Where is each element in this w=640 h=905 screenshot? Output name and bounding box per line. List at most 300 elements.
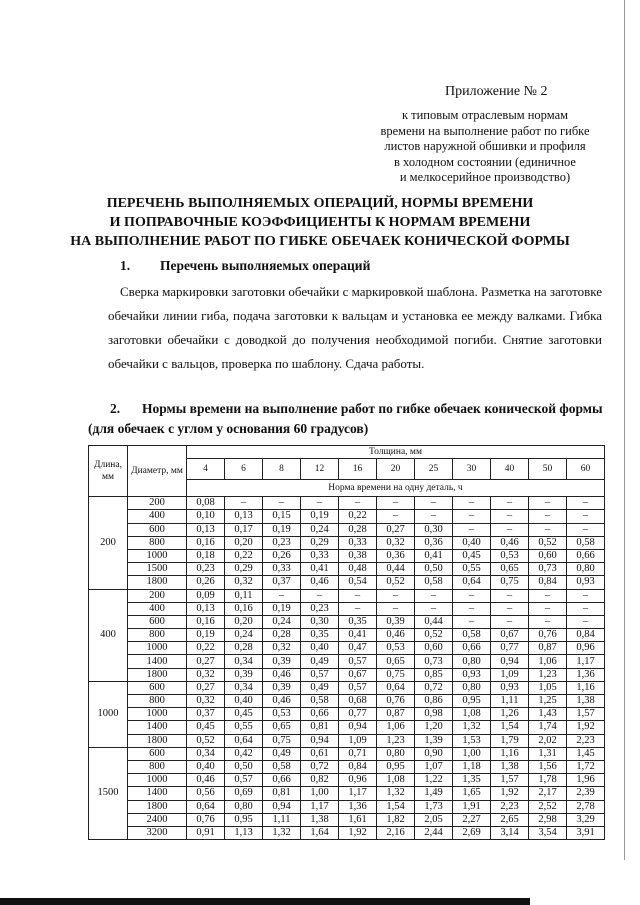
value-cell: 0,77 xyxy=(491,642,529,655)
value-cell: 0,95 xyxy=(225,813,263,826)
value-cell: 3,29 xyxy=(567,813,605,826)
value-cell: 0,48 xyxy=(339,563,377,576)
title-line: ПЕРЕЧЕНЬ ВЫПОЛНЯЕМЫХ ОПЕРАЦИЙ, НОРМЫ ВРЕМЕНИ xyxy=(106,196,534,211)
value-cell: 0,55 xyxy=(225,721,263,734)
value-cell: 0,64 xyxy=(187,800,225,813)
value-cell: 1,36 xyxy=(567,668,605,681)
value-cell: 0,46 xyxy=(187,774,225,787)
section-title: Перечень выполняемых операций xyxy=(160,258,371,273)
value-cell: 1,36 xyxy=(339,800,377,813)
value-cell: 0,87 xyxy=(529,642,567,655)
value-cell: 1,49 xyxy=(415,787,453,800)
value-cell: 1,91 xyxy=(453,800,491,813)
value-cell: 0,22 xyxy=(225,549,263,562)
value-cell: – xyxy=(377,510,415,523)
value-cell: 1,18 xyxy=(453,760,491,773)
value-cell: 0,23 xyxy=(263,536,301,549)
value-cell: 0,30 xyxy=(301,615,339,628)
value-cell: – xyxy=(529,523,567,536)
value-cell: 0,52 xyxy=(529,536,567,549)
value-cell: – xyxy=(263,589,301,602)
value-cell: – xyxy=(529,497,567,510)
value-cell: 0,39 xyxy=(377,615,415,628)
value-cell: 0,80 xyxy=(453,681,491,694)
value-cell: 0,23 xyxy=(301,602,339,615)
value-cell: 0,34 xyxy=(225,681,263,694)
value-cell: 0,49 xyxy=(263,747,301,760)
value-cell: 0,20 xyxy=(225,615,263,628)
value-cell: 1,32 xyxy=(263,826,301,839)
table-row xyxy=(89,787,605,800)
value-cell: 0,28 xyxy=(263,629,301,642)
value-cell: 0,32 xyxy=(377,536,415,549)
thickness-cell: 16 xyxy=(339,459,377,480)
value-cell: – xyxy=(339,602,377,615)
value-cell: 0,10 xyxy=(187,510,225,523)
thickness-cell: 40 xyxy=(491,459,529,480)
value-cell: 0,94 xyxy=(263,800,301,813)
value-cell: 0,13 xyxy=(225,510,263,523)
value-cell: 2,23 xyxy=(491,800,529,813)
value-cell: 0,65 xyxy=(491,563,529,576)
value-cell: 0,55 xyxy=(453,563,491,576)
diameter-cell: 1400 xyxy=(128,655,187,668)
value-cell: – xyxy=(377,602,415,615)
value-cell: – xyxy=(567,589,605,602)
value-cell: 0,80 xyxy=(225,800,263,813)
value-cell: 0,11 xyxy=(225,589,263,602)
value-cell: 0,32 xyxy=(187,695,225,708)
value-cell: – xyxy=(567,602,605,615)
value-cell: 0,80 xyxy=(567,563,605,576)
value-cell: – xyxy=(453,523,491,536)
value-cell: – xyxy=(453,497,491,510)
value-cell: 1,54 xyxy=(377,800,415,813)
value-cell: 0,40 xyxy=(453,536,491,549)
diameter-cell: 800 xyxy=(128,695,187,708)
value-cell: 2,69 xyxy=(453,826,491,839)
reference-line: листов наружной обшивки и профиля xyxy=(384,139,586,153)
value-cell: 1,56 xyxy=(529,760,567,773)
value-cell: 0,64 xyxy=(225,734,263,747)
diameter-cell: 1800 xyxy=(128,800,187,813)
operations-paragraph: Сверка маркировки заготовки обечайки с маркировкой шаблона. Разметка на заготовке обечайки линии гиба, подача заготовки к вальцам и установка ее между валками. Гибка заготовки обечайки с доводкой до получения необходимой погиби. Снятие заготовки обечайки с вальцов, проверка по шаблону. Сдача работы. xyxy=(108,284,602,371)
value-cell: 0,45 xyxy=(187,721,225,734)
diameter-cell: 1000 xyxy=(128,642,187,655)
table-row xyxy=(89,576,605,589)
thickness-cell: 50 xyxy=(529,459,567,480)
diameter-cell: 2400 xyxy=(128,813,187,826)
table-row xyxy=(89,668,605,681)
value-cell: 1,00 xyxy=(453,747,491,760)
value-cell: 1,96 xyxy=(567,774,605,787)
value-cell: 0,58 xyxy=(301,695,339,708)
length-cell: 1000 xyxy=(89,681,128,747)
diameter-cell: 800 xyxy=(128,536,187,549)
thickness-cell: 25 xyxy=(415,459,453,480)
value-cell: – xyxy=(491,523,529,536)
value-cell: 0,33 xyxy=(301,549,339,562)
value-cell: 0,19 xyxy=(301,510,339,523)
value-cell: 0,76 xyxy=(529,629,567,642)
table-row xyxy=(89,760,605,773)
value-cell: 0,28 xyxy=(225,642,263,655)
value-cell: 0,36 xyxy=(377,549,415,562)
table-row xyxy=(89,510,605,523)
value-cell: 0,60 xyxy=(529,549,567,562)
value-cell: 0,08 xyxy=(187,497,225,510)
value-cell: 1,65 xyxy=(453,787,491,800)
value-cell: 0,75 xyxy=(491,576,529,589)
value-cell: 0,41 xyxy=(339,629,377,642)
table-row xyxy=(89,708,605,721)
value-cell: 1,38 xyxy=(301,813,339,826)
value-cell: – xyxy=(301,589,339,602)
value-cell: 0,40 xyxy=(301,642,339,655)
value-cell: – xyxy=(339,497,377,510)
reference-line: в холодном состоянии (единичное xyxy=(394,154,576,169)
value-cell: 0,13 xyxy=(187,602,225,615)
value-cell: – xyxy=(567,615,605,628)
value-cell: 0,58 xyxy=(415,576,453,589)
diameter-cell: 1000 xyxy=(128,549,187,562)
table-row xyxy=(89,774,605,787)
value-cell: 0,80 xyxy=(453,655,491,668)
value-cell: 0,61 xyxy=(301,747,339,760)
diameter-cell: 400 xyxy=(128,602,187,615)
value-cell: 0,87 xyxy=(377,708,415,721)
value-cell: 0,77 xyxy=(339,708,377,721)
reference-line: и мелкосерийное производство) xyxy=(399,170,571,184)
time-norms-table xyxy=(88,445,605,840)
value-cell: 0,32 xyxy=(263,642,301,655)
thickness-header: Толщина, мм xyxy=(187,446,605,459)
table-row xyxy=(89,721,605,734)
value-cell: 0,54 xyxy=(339,576,377,589)
value-cell: 0,67 xyxy=(491,629,529,642)
value-cell: 0,93 xyxy=(453,668,491,681)
value-cell: 0,30 xyxy=(415,523,453,536)
value-cell: – xyxy=(529,615,567,628)
value-cell: 0,46 xyxy=(377,629,415,642)
value-cell: 1,17 xyxy=(567,655,605,668)
reference-line: к типовым отраслевым нормам xyxy=(401,108,569,122)
section-title: Нормы времени на выполнение работ по гибке обечаек конической формы xyxy=(142,401,603,416)
value-cell: 1,54 xyxy=(491,721,529,734)
value-cell: 0,49 xyxy=(301,655,339,668)
value-cell: – xyxy=(529,510,567,523)
value-cell: 1,92 xyxy=(491,787,529,800)
value-cell: 0,53 xyxy=(377,642,415,655)
value-cell: 1,23 xyxy=(529,668,567,681)
value-cell: 0,66 xyxy=(453,642,491,655)
value-cell: 0,60 xyxy=(415,642,453,655)
value-cell: 1,43 xyxy=(529,708,567,721)
table-row xyxy=(89,734,605,747)
value-cell: – xyxy=(453,615,491,628)
diameter-cell: 800 xyxy=(128,760,187,773)
value-cell: 1,06 xyxy=(377,721,415,734)
value-cell: 2,65 xyxy=(491,813,529,826)
value-cell: 0,84 xyxy=(567,629,605,642)
section-2-subtitle: (для обечаек с углом у основания 60 градусов) xyxy=(88,421,369,436)
value-cell: 0,95 xyxy=(377,760,415,773)
thickness-cell: 12 xyxy=(301,459,339,480)
value-cell: 0,68 xyxy=(339,695,377,708)
value-cell: – xyxy=(225,497,263,510)
table-row xyxy=(89,615,605,628)
value-cell: 1,07 xyxy=(415,760,453,773)
diameter-cell: 800 xyxy=(128,629,187,642)
value-cell: 0,98 xyxy=(415,708,453,721)
value-cell: – xyxy=(301,497,339,510)
table-row xyxy=(89,813,605,826)
value-cell: 0,96 xyxy=(339,774,377,787)
value-cell: 0,47 xyxy=(339,642,377,655)
value-cell: 0,71 xyxy=(339,747,377,760)
value-cell: 0,52 xyxy=(377,576,415,589)
value-cell: 0,95 xyxy=(453,695,491,708)
value-cell: 3,91 xyxy=(567,826,605,839)
value-cell: 0,52 xyxy=(415,629,453,642)
value-cell: – xyxy=(415,510,453,523)
value-cell: 0,81 xyxy=(301,721,339,734)
diameter-cell: 1400 xyxy=(128,721,187,734)
value-cell: 1,17 xyxy=(339,787,377,800)
value-cell: 0,40 xyxy=(187,760,225,773)
value-cell: 0,65 xyxy=(263,721,301,734)
value-cell: 0,13 xyxy=(187,523,225,536)
value-cell: – xyxy=(377,497,415,510)
value-cell: 0,94 xyxy=(301,734,339,747)
value-cell: 0,34 xyxy=(187,747,225,760)
value-cell: 1,79 xyxy=(491,734,529,747)
value-cell: 0,33 xyxy=(339,536,377,549)
value-cell: – xyxy=(529,589,567,602)
value-cell: 0,29 xyxy=(225,563,263,576)
value-cell: – xyxy=(491,602,529,615)
diameter-cell: 1800 xyxy=(128,668,187,681)
value-cell: – xyxy=(415,589,453,602)
value-cell: 1,09 xyxy=(491,668,529,681)
value-cell: – xyxy=(415,497,453,510)
appendix-reference xyxy=(350,108,620,186)
value-cell: 0,39 xyxy=(263,681,301,694)
value-cell: 0,41 xyxy=(415,549,453,562)
value-cell: – xyxy=(491,589,529,602)
value-cell: 0,58 xyxy=(453,629,491,642)
value-cell: 1,16 xyxy=(491,747,529,760)
value-cell: 1,92 xyxy=(567,721,605,734)
value-cell: 1,25 xyxy=(529,695,567,708)
value-cell: 0,52 xyxy=(187,734,225,747)
value-cell: – xyxy=(567,510,605,523)
value-cell: 0,45 xyxy=(453,549,491,562)
length-cell: 200 xyxy=(89,497,128,589)
value-cell: 3,54 xyxy=(529,826,567,839)
value-cell: 0,84 xyxy=(529,576,567,589)
value-cell: 2,52 xyxy=(529,800,567,813)
diameter-cell: 600 xyxy=(128,523,187,536)
value-cell: 0,66 xyxy=(263,774,301,787)
value-cell: 0,27 xyxy=(187,681,225,694)
section-number: 1. xyxy=(120,258,131,273)
value-cell: 0,16 xyxy=(187,615,225,628)
table-row xyxy=(89,747,605,760)
value-cell: 0,69 xyxy=(225,787,263,800)
value-cell: 0,33 xyxy=(263,563,301,576)
table-row xyxy=(89,523,605,536)
value-cell: 2,23 xyxy=(567,734,605,747)
value-cell: 0,81 xyxy=(263,787,301,800)
value-cell: 0,37 xyxy=(187,708,225,721)
value-cell: 0,46 xyxy=(301,576,339,589)
value-cell: 1,64 xyxy=(301,826,339,839)
value-cell: 1,39 xyxy=(415,734,453,747)
value-cell: 0,42 xyxy=(225,747,263,760)
value-cell: 0,90 xyxy=(415,747,453,760)
value-cell: 0,27 xyxy=(377,523,415,536)
thickness-cell: 8 xyxy=(263,459,301,480)
value-cell: 0,56 xyxy=(187,787,225,800)
value-cell: 0,67 xyxy=(339,668,377,681)
value-cell: 1,23 xyxy=(377,734,415,747)
section-1-heading xyxy=(120,257,370,274)
value-cell: 0,23 xyxy=(187,563,225,576)
value-cell: 1,35 xyxy=(453,774,491,787)
value-cell: 1,17 xyxy=(301,800,339,813)
diameter-cell: 600 xyxy=(128,681,187,694)
diameter-cell: 200 xyxy=(128,589,187,602)
thickness-cell: 6 xyxy=(225,459,263,480)
diameter-cell: 1500 xyxy=(128,563,187,576)
table-row xyxy=(89,681,605,694)
value-cell: 0,19 xyxy=(263,523,301,536)
value-cell: 0,27 xyxy=(187,655,225,668)
value-cell: 0,39 xyxy=(263,655,301,668)
diameter-cell: 400 xyxy=(128,510,187,523)
value-cell: 0,94 xyxy=(491,655,529,668)
table-row xyxy=(89,536,605,549)
value-cell: 0,58 xyxy=(567,536,605,549)
value-cell: 1,38 xyxy=(567,695,605,708)
value-cell: 0,28 xyxy=(339,523,377,536)
reference-line: времени на выполнение работ по гибке xyxy=(380,123,590,138)
value-cell: 1,53 xyxy=(453,734,491,747)
value-cell: 2,17 xyxy=(529,787,567,800)
value-cell: 2,16 xyxy=(377,826,415,839)
value-cell: 0,15 xyxy=(263,510,301,523)
value-cell: 0,24 xyxy=(263,615,301,628)
document-title xyxy=(20,194,620,251)
value-cell: 0,64 xyxy=(377,681,415,694)
value-cell: 0,18 xyxy=(187,549,225,562)
value-cell: 0,50 xyxy=(415,563,453,576)
value-cell: 0,20 xyxy=(225,536,263,549)
value-cell: 0,57 xyxy=(339,681,377,694)
value-cell: 2,39 xyxy=(567,787,605,800)
value-cell: 1,16 xyxy=(567,681,605,694)
table-row xyxy=(89,695,605,708)
column-header-diameter: Диаметр, мм xyxy=(128,446,187,497)
value-cell: 0,32 xyxy=(187,668,225,681)
table-row xyxy=(89,655,605,668)
value-cell: 0,49 xyxy=(301,681,339,694)
diameter-cell: 1000 xyxy=(128,774,187,787)
value-cell: 0,22 xyxy=(339,510,377,523)
value-cell: 0,75 xyxy=(263,734,301,747)
value-cell: 0,86 xyxy=(415,695,453,708)
value-cell: 1,61 xyxy=(339,813,377,826)
diameter-cell: 200 xyxy=(128,497,187,510)
value-cell: 2,78 xyxy=(567,800,605,813)
value-cell: 0,57 xyxy=(301,668,339,681)
value-cell: – xyxy=(567,523,605,536)
value-cell: 0,72 xyxy=(415,681,453,694)
value-cell: 0,46 xyxy=(263,668,301,681)
value-cell: – xyxy=(529,602,567,615)
title-line: И ПОПРАВОЧНЫЕ КОЭФФИЦИЕНТЫ К НОРМАМ ВРЕМЕНИ xyxy=(109,215,531,230)
value-cell: – xyxy=(263,497,301,510)
value-cell: 0,44 xyxy=(415,615,453,628)
value-cell: 1,32 xyxy=(377,787,415,800)
table-row xyxy=(89,563,605,576)
value-cell: – xyxy=(453,510,491,523)
diameter-cell: 1800 xyxy=(128,734,187,747)
value-cell: 0,53 xyxy=(263,708,301,721)
value-cell: 0,35 xyxy=(339,615,377,628)
value-cell: 0,24 xyxy=(301,523,339,536)
value-cell: 0,35 xyxy=(301,629,339,642)
value-cell: 2,05 xyxy=(415,813,453,826)
value-cell: 0,93 xyxy=(491,681,529,694)
value-cell: 0,66 xyxy=(567,549,605,562)
value-cell: 0,26 xyxy=(187,576,225,589)
value-cell: 1,73 xyxy=(415,800,453,813)
value-cell: 0,91 xyxy=(187,826,225,839)
value-cell: 0,76 xyxy=(377,695,415,708)
value-cell: 1,74 xyxy=(529,721,567,734)
value-cell: 0,80 xyxy=(377,747,415,760)
value-cell: 1,82 xyxy=(377,813,415,826)
value-cell: 0,16 xyxy=(187,536,225,549)
value-cell: 0,58 xyxy=(263,760,301,773)
value-cell: 0,76 xyxy=(187,813,225,826)
value-cell: 1,38 xyxy=(491,760,529,773)
value-cell: 0,57 xyxy=(339,655,377,668)
value-cell: 0,37 xyxy=(263,576,301,589)
value-cell: 0,46 xyxy=(263,695,301,708)
value-cell: 1,92 xyxy=(339,826,377,839)
title-line: НА ВЫПОЛНЕНИЕ РАБОТ ПО ГИБКЕ ОБЕЧАЕК КОНИЧЕСКОЙ ФОРМЫ xyxy=(70,234,570,249)
value-cell: 2,02 xyxy=(529,734,567,747)
value-cell: 1,32 xyxy=(453,721,491,734)
value-cell: 0,66 xyxy=(301,708,339,721)
value-cell: 0,29 xyxy=(301,536,339,549)
value-cell: 1,31 xyxy=(529,747,567,760)
value-cell: – xyxy=(453,589,491,602)
value-cell: 0,96 xyxy=(567,642,605,655)
value-cell: 1,00 xyxy=(301,787,339,800)
value-cell: – xyxy=(415,602,453,615)
value-cell: 2,98 xyxy=(529,813,567,826)
value-cell: 0,32 xyxy=(225,576,263,589)
header-row xyxy=(89,446,605,459)
value-cell: 0,22 xyxy=(187,642,225,655)
value-cell: 0,82 xyxy=(301,774,339,787)
column-header-length: Длина, мм xyxy=(89,446,128,497)
diameter-cell: 3200 xyxy=(128,826,187,839)
